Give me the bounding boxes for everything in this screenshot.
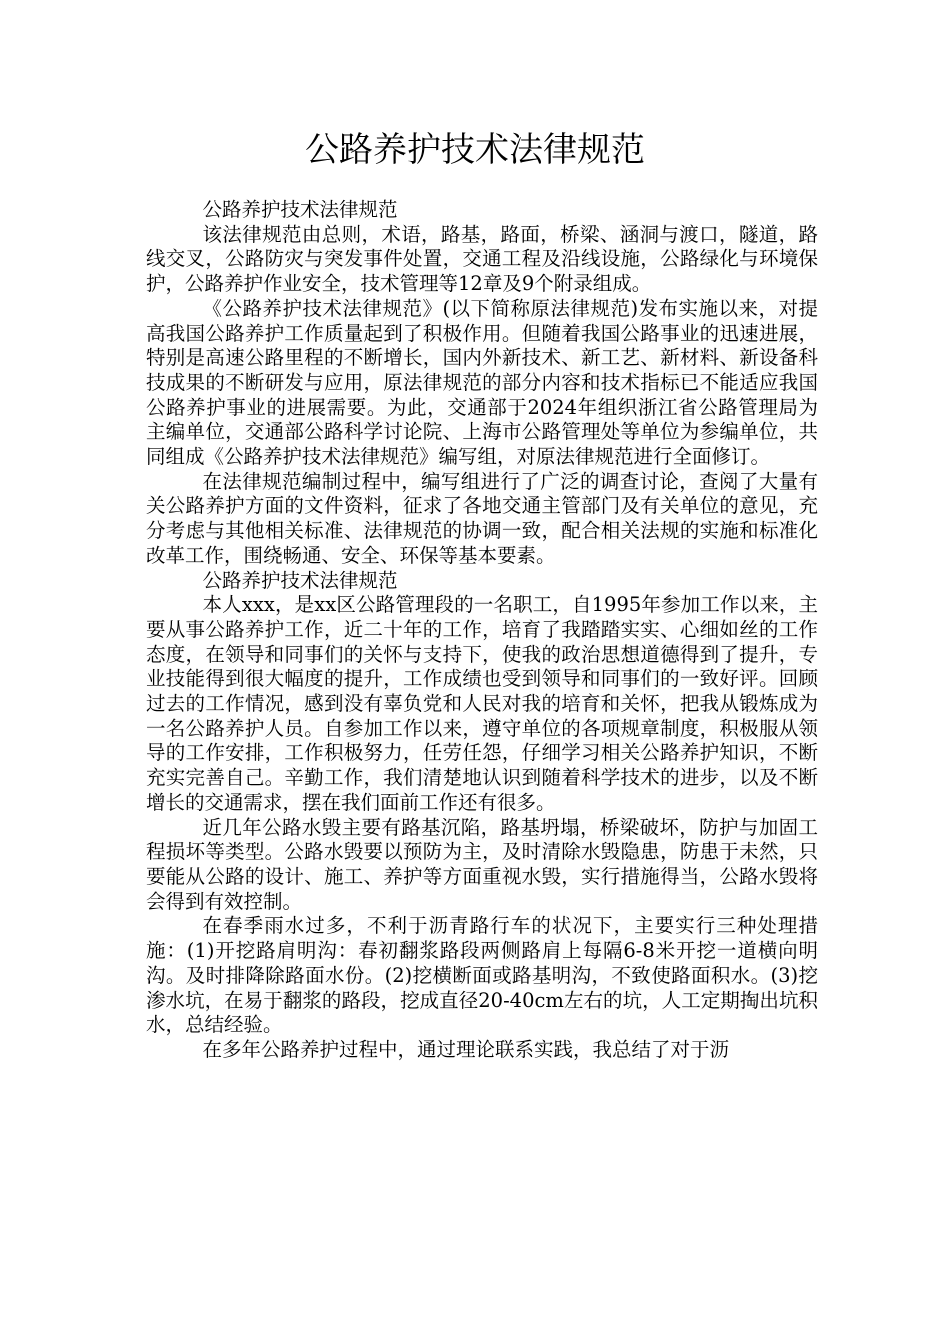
- paragraph-subtitle: 公路养护技术法律规范: [202, 198, 398, 221]
- paragraph-subtitle-2: 公路养护技术法律规范: [202, 568, 398, 592]
- paragraph-background: 《公路养护技术法律规范》(以下简称原法律规范)发布实施以来，对提高我国公路养护工作质量起到了积极作用。但随着我国公路事业的迅速进展，特别是高速公路里程的不断增长，国内外新技术、新工艺、新材料、新设备科技成果的不断研发与应用，原法律规范的部分内容和技术指标已不能适应我国公路养护事业的进展需要。为此，交通部于2024年组织浙江省公路管理局为主编单位，交通部公路科学讨论院、上海市公路管理处等单位为参编单位，共同组成《公路养护技术法律规范》编写组，对原法律规范进行全面修订。: [146, 296, 818, 469]
- document-title: 公路养护技术法律规范: [305, 130, 645, 170]
- paragraph-structure: 该法律规范由总则，术语，路基，路面，桥梁、涵洞与渡口，隧道，路线交叉，公路防灾与突发事件处置，交通工程及沿线设施，公路绿化与环境保护，公路养护作业安全，技术管理等12章及9个附录组成。: [146, 222, 818, 296]
- paragraph-water-damage: 近几年公路水毁主要有路基沉陷，路基坍塌，桥梁破坏，防护与加固工程损坏等类型。公路水毁要以预防为主，及时清除水毁隐患，防患于未然，只要能从公路的设计、施工、养护等方面重视水毁，实行措施得当，公路水毁将会得到有效控制。: [146, 815, 818, 913]
- paragraph-personal: 本人xxx，是xx区公路管理段的一名职工，自1995年参加工作以来，主要从事公路养护工作，近二十年的工作，培育了我踏踏实实、心细如丝的工作态度，在领导和同事们的关怀与支持下，使我的政治思想道德得到了提升，专业技能得到很大幅度的提升，工作成绩也受到领导和同事们的一致好评。回顾过去的工作情况，感到没有辜负党和人民对我的培育和关怀，把我从锻炼成为一名公路养护人员。自参加工作以来，遵守单位的各项规章制度，积极服从领导的工作安排，工作积极努力，任劳任怨，仔细学习相关公路养护知识，不断充实完善自己。辛勤工作，我们清楚地认识到随着科学技术的进步，以及不断增长的交通需求，摆在我们面前工作还有很多。: [146, 593, 818, 814]
- paragraph-spring-measures: 在春季雨水过多，不利于沥青路行车的状况下，主要实行三种处理措施：(1)开挖路肩明沟：春初翻浆路段两侧路肩上每隔6-8米开挖一道横向明沟。及时排降除路面水份。(2)挖横断面或路基明沟，不致使路面积水。(3)挖渗水坑，在易于翻浆的路段，挖成直径20-40cm左右的坑，人工定期掏出坑积水，总结经验。: [146, 914, 818, 1037]
- paragraph-drafting: 在法律规范编制过程中，编写组进行了广泛的调查讨论，查阅了大量有关公路养护方面的文件资料，征求了各地交通主管部门及有关单位的意见，充分考虑与其他相关标准、法律规范的协调一致，配合相关法规的实施和标准化改革工作，围绕畅通、安全、环保等基本要素。: [146, 469, 818, 567]
- paragraph-summary: 在多年公路养护过程中，通过理论联系实践，我总结了对于沥: [202, 1037, 730, 1061]
- document-body: [146, 198, 818, 1063]
